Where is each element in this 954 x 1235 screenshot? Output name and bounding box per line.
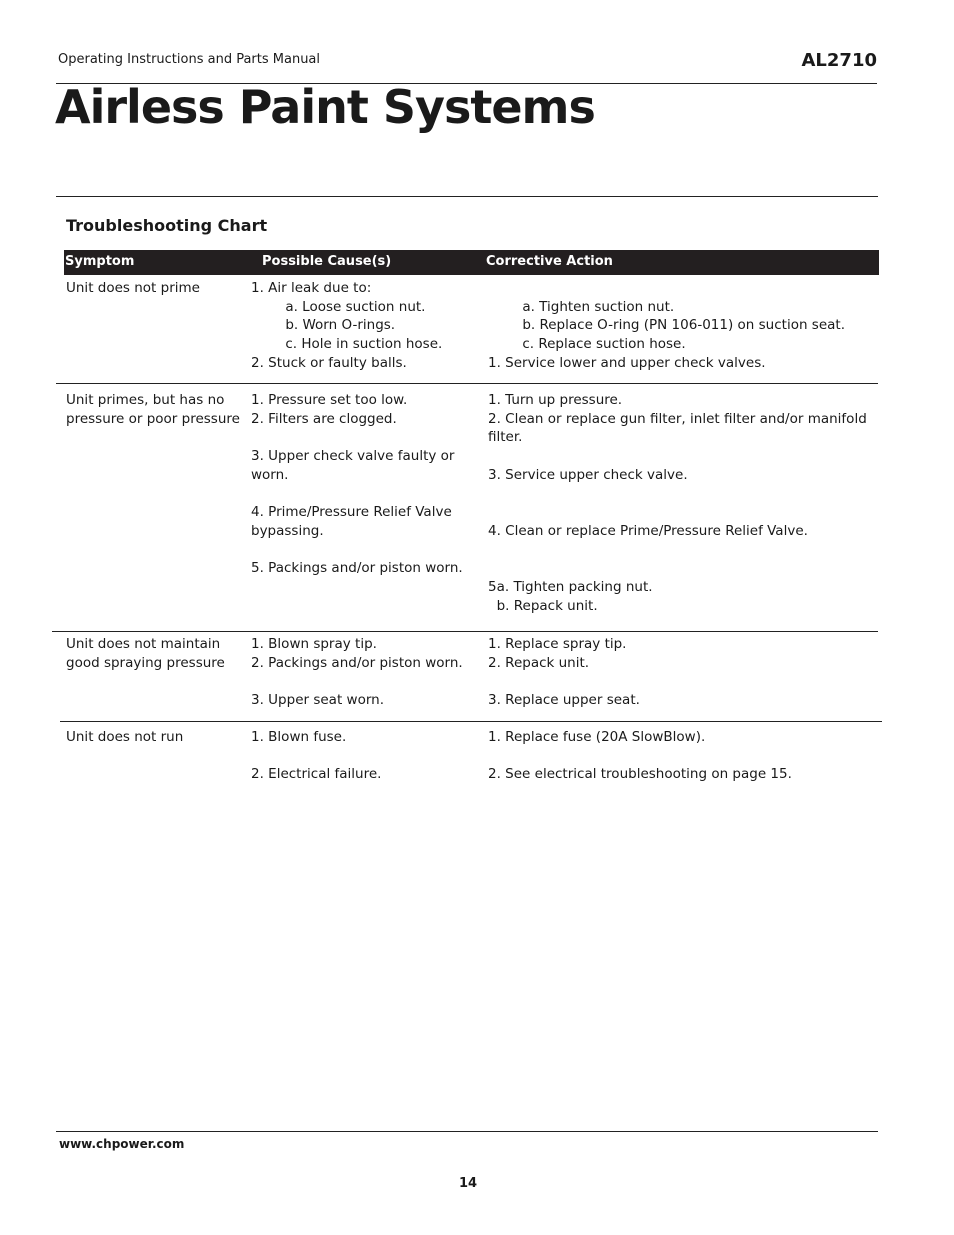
row-1-actions: a. Tighten suction nut. b. Replace O-ring (PN 106-011) on suction seat. c. Replace suction hose. 1. Service lower and upper check valves. xyxy=(488,298,845,371)
row-1-causes: 1. Air leak due to: a. Loose suction nut. b. Worn O-rings. c. Hole in suction hose. 2. Stuck or faulty balls. xyxy=(251,280,443,371)
column-header-actions: Corrective Action xyxy=(486,254,613,269)
row-3-actions: 1. Replace spray tip. 2. Repack unit. 3. Replace upper seat. xyxy=(488,636,640,709)
page-number: 14 xyxy=(458,1176,478,1191)
row-divider xyxy=(60,721,882,722)
column-header-causes: Possible Cause(s) xyxy=(262,254,392,269)
row-divider xyxy=(52,631,878,632)
row-4-actions: 1. Replace fuse (20A SlowBlow). 2. See electrical troubleshooting on page 15. xyxy=(488,729,792,783)
row-2-causes: 1. Pressure set too low. 2. Filters are clogged. 3. Upper check valve faulty or worn. 4. Prime/Pressure Relief Valve bypassing. 5. Packings and/or piston worn. xyxy=(251,392,463,577)
column-header-symptom: Symptom xyxy=(65,254,135,269)
row-1-symptom: Unit does not prime xyxy=(66,280,200,296)
row-2-symptom: Unit primes, but has no pressure or poor pressure xyxy=(66,392,240,427)
manual-label: Operating Instructions and Parts Manual xyxy=(58,52,321,67)
table-header xyxy=(64,250,879,275)
title-rule xyxy=(56,196,878,197)
row-4-causes: 1. Blown fuse. 2. Electrical failure. xyxy=(251,729,382,783)
row-divider xyxy=(56,383,878,384)
document-title: Airless Paint Systems xyxy=(55,80,595,134)
row-3-symptom: Unit does not maintain good spraying pressure xyxy=(66,636,225,671)
section-title: Troubleshooting Chart xyxy=(66,216,268,235)
footer-rule xyxy=(56,1131,878,1132)
model-number: AL2710 xyxy=(801,50,877,71)
row-2-actions: 1. Turn up pressure. 2. Clean or replace gun filter, inlet filter and/or manifold filter. 3. Service upper check valve. 4. Clean or replace Prime/Pressure Relief Valve. 5a. Tighten packing nut. b. Repack unit. xyxy=(488,392,867,614)
footer-website: www.chpower.com xyxy=(59,1137,185,1151)
row-4-symptom: Unit does not run xyxy=(66,729,184,745)
row-3-causes: 1. Blown spray tip. 2. Packings and/or piston worn. 3. Upper seat worn. xyxy=(251,636,463,709)
